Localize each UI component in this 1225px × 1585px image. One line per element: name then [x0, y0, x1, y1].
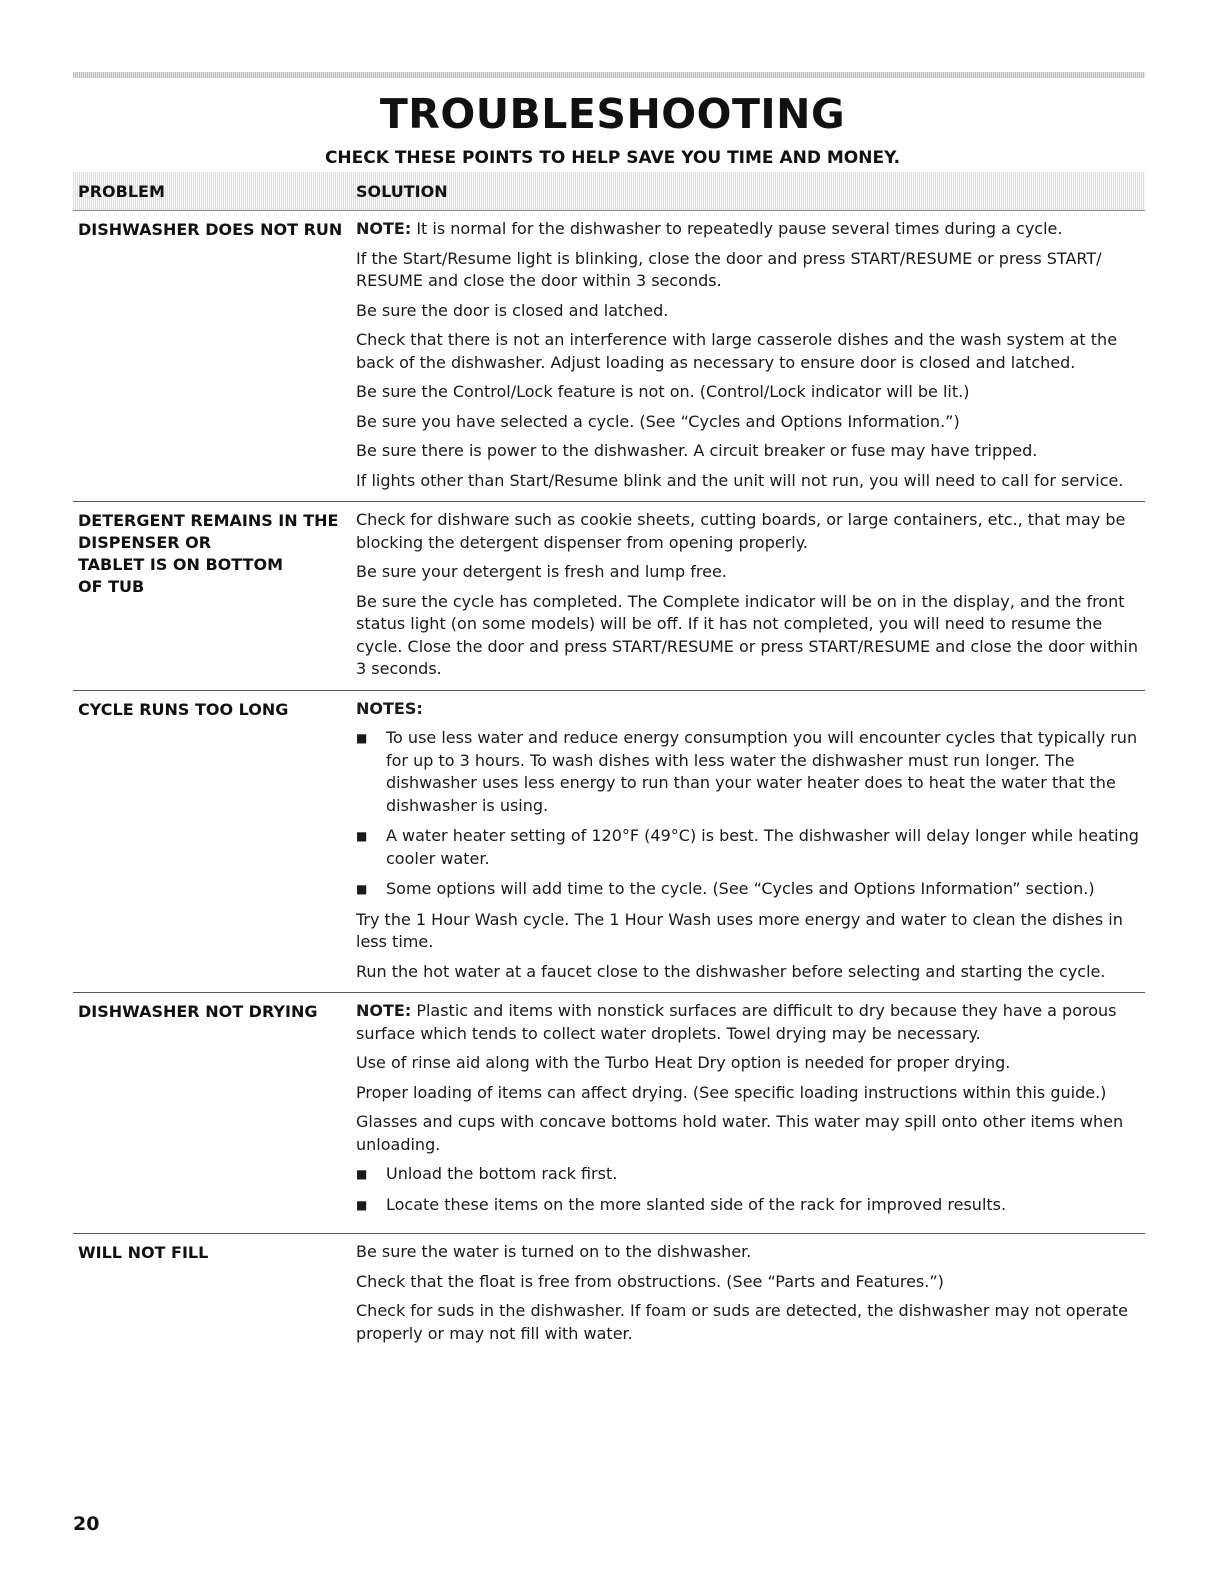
solution-paragraph	[356, 248, 1145, 293]
solution-text: Check for suds in the dishwasher. If foam or suds are detected, the dishwasher may not operate properly or may not fill with water.	[356, 1301, 1129, 1343]
column-header-problem: PROBLEM	[78, 182, 165, 201]
solution-cell	[356, 218, 1145, 492]
page-number: 20	[73, 1513, 100, 1535]
solution-text: Be sure the cycle has completed. The Complete indicator will be on in the display, and the front status light (on some models) will be off. If it has not completed, you will need to resume the cycle. Close the door and press START/RESUME or press START/RESUME and close the door within 3 seconds.	[356, 591, 1138, 678]
solution-paragraph	[356, 329, 1145, 374]
solution-text: If the Start/Resume light is blinking, close the door and press START/RESUME or press START/ RESUME and close the door within 3 seconds.	[356, 248, 1102, 290]
problem-text: OF TUB	[78, 577, 145, 596]
note-label: NOTE:	[356, 219, 412, 238]
solution-paragraph	[356, 561, 1145, 584]
solution-paragraph	[356, 381, 1145, 404]
solution-paragraph	[356, 1111, 1145, 1156]
note-label: NOTES:	[356, 698, 423, 718]
solution-paragraph	[356, 509, 1145, 554]
table-row	[73, 993, 1145, 1234]
problem-cell	[73, 1241, 356, 1345]
problem-cell	[73, 509, 356, 681]
solution-cell	[356, 1000, 1145, 1224]
top-rule	[73, 72, 1145, 78]
bullet-item	[356, 1194, 1145, 1217]
page-subtitle: CHECK THESE POINTS TO HELP SAVE YOU TIME AND MONEY.	[324, 148, 901, 168]
solution-cell	[356, 698, 1145, 984]
table-row	[73, 1234, 1145, 1354]
square-bullet-icon: ■	[356, 829, 368, 843]
table-row	[73, 502, 1145, 691]
solution-paragraph	[356, 1000, 1145, 1045]
solution-text: Glasses and cups with concave bottoms hold water. This water may spill onto other items when unloading.	[356, 1112, 1124, 1154]
solution-cell	[356, 1241, 1145, 1345]
solution-text: Be sure your detergent is fresh and lump free.	[356, 562, 727, 581]
solution-text: Check that the float is free from obstructions. (See “Parts and Features.”)	[356, 1271, 944, 1291]
solution-paragraph	[356, 411, 1145, 434]
solution-paragraph	[356, 1052, 1145, 1075]
problem-cell	[73, 218, 356, 492]
bullet-text: Some options will add time to the cycle. (See “Cycles and Options Information” section.)	[386, 879, 1095, 898]
problem-text: WILL NOT FILL	[78, 1243, 209, 1262]
square-bullet-icon: ■	[356, 731, 368, 745]
bullet-text: Locate these items on the more slanted side of the rack for improved results.	[386, 1194, 1007, 1214]
solution-text: Be sure the water is turned on to the dishwasher.	[356, 1242, 752, 1261]
problem-text: CYCLE RUNS TOO LONG	[78, 699, 289, 719]
bullet-item	[356, 1163, 1145, 1186]
solution-text: Check for dishware such as cookie sheets, cutting boards, or large containers, etc., that may be blocking the detergent dispenser from opening properly.	[356, 510, 1126, 552]
solution-paragraph	[356, 1082, 1145, 1105]
table-row	[73, 211, 1145, 502]
solution-paragraph	[356, 470, 1145, 493]
solution-text: Run the hot water at a faucet close to the dishwasher before selecting and starting the cycle.	[356, 961, 1106, 981]
solution-text: Be sure the door is closed and latched.	[356, 300, 669, 320]
problem-cell	[73, 1000, 356, 1224]
solution-paragraph	[356, 218, 1145, 241]
table-row	[73, 691, 1145, 994]
solution-paragraph	[356, 440, 1145, 463]
solution-text: Check that there is not an interference with large casserole dishes and the wash system at the back of the dishwasher. Adjust loading as necessary to ensure door is closed and latched.	[356, 330, 1118, 372]
solution-text: Proper loading of items can affect drying. (See specific loading instructions within this guide.)	[356, 1082, 1107, 1102]
bullet-text: Unload the bottom rack first.	[386, 1164, 618, 1183]
solution-paragraph	[356, 698, 1145, 721]
problem-text: TABLET IS ON BOTTOM	[78, 555, 283, 574]
square-bullet-icon: ■	[356, 1197, 368, 1212]
problem-cell	[73, 698, 356, 984]
solution-text: Be sure the Control/Lock feature is not on. (Control/Lock indicator will be lit.)	[356, 382, 970, 401]
bullet-item	[356, 825, 1145, 870]
solution-paragraph	[356, 1271, 1145, 1294]
problem-text: DISHWASHER DOES NOT RUN	[78, 220, 343, 239]
square-bullet-icon: ■	[356, 882, 368, 896]
bullet-text: A water heater setting of 120°F (49°C) is best. The dishwasher will delay longer while heating cooler water.	[386, 826, 1139, 868]
problem-text: DISPENSER OR	[78, 533, 212, 552]
page-title: TROUBLESHOOTING	[379, 90, 846, 138]
table-header	[73, 172, 1145, 211]
solution-text: Plastic and items with nonstick surfaces are difficult to dry because they have a porous surface which tends to collect water droplets. Towel drying may be necessary.	[356, 1001, 1117, 1043]
solution-text: Be sure you have selected a cycle. (See “Cycles and Options Information.”)	[356, 411, 960, 431]
solution-text: Be sure there is power to the dishwasher. A circuit breaker or fuse may have tripped.	[356, 441, 1038, 460]
solution-paragraph	[356, 961, 1145, 984]
solution-paragraph	[356, 909, 1145, 954]
solution-text: It is normal for the dishwasher to repeatedly pause several times during a cycle.	[411, 219, 1063, 238]
bullet-text: To use less water and reduce energy consumption you will encounter cycles that typically run for up to 3 hours. To wash dishes with less water the dishwasher must run longer. The dishwasher uses less energy to run than your water heater does to heat the water that the dishwasher is using.	[386, 728, 1138, 815]
troubleshooting-table	[73, 211, 1145, 1354]
solution-paragraph	[356, 1300, 1145, 1345]
column-header-solution: SOLUTION	[356, 182, 448, 201]
bullet-item	[356, 727, 1145, 817]
problem-text: DETERGENT REMAINS IN THE	[78, 511, 339, 530]
problem-text: DISHWASHER NOT DRYING	[78, 1002, 318, 1021]
solution-cell	[356, 509, 1145, 681]
solution-text: Try the 1 Hour Wash cycle. The 1 Hour Wash uses more energy and water to clean the dishes in less time.	[356, 909, 1123, 951]
solution-text: Use of rinse aid along with the Turbo Heat Dry option is needed for proper drying.	[356, 1053, 1011, 1072]
solution-paragraph	[356, 1241, 1145, 1264]
solution-paragraph	[356, 591, 1145, 681]
solution-text: If lights other than Start/Resume blink and the unit will not run, you will need to call for service.	[356, 470, 1124, 490]
solution-paragraph	[356, 300, 1145, 323]
square-bullet-icon: ■	[356, 1167, 368, 1181]
note-label: NOTE:	[356, 1001, 412, 1020]
bullet-item	[356, 878, 1145, 901]
